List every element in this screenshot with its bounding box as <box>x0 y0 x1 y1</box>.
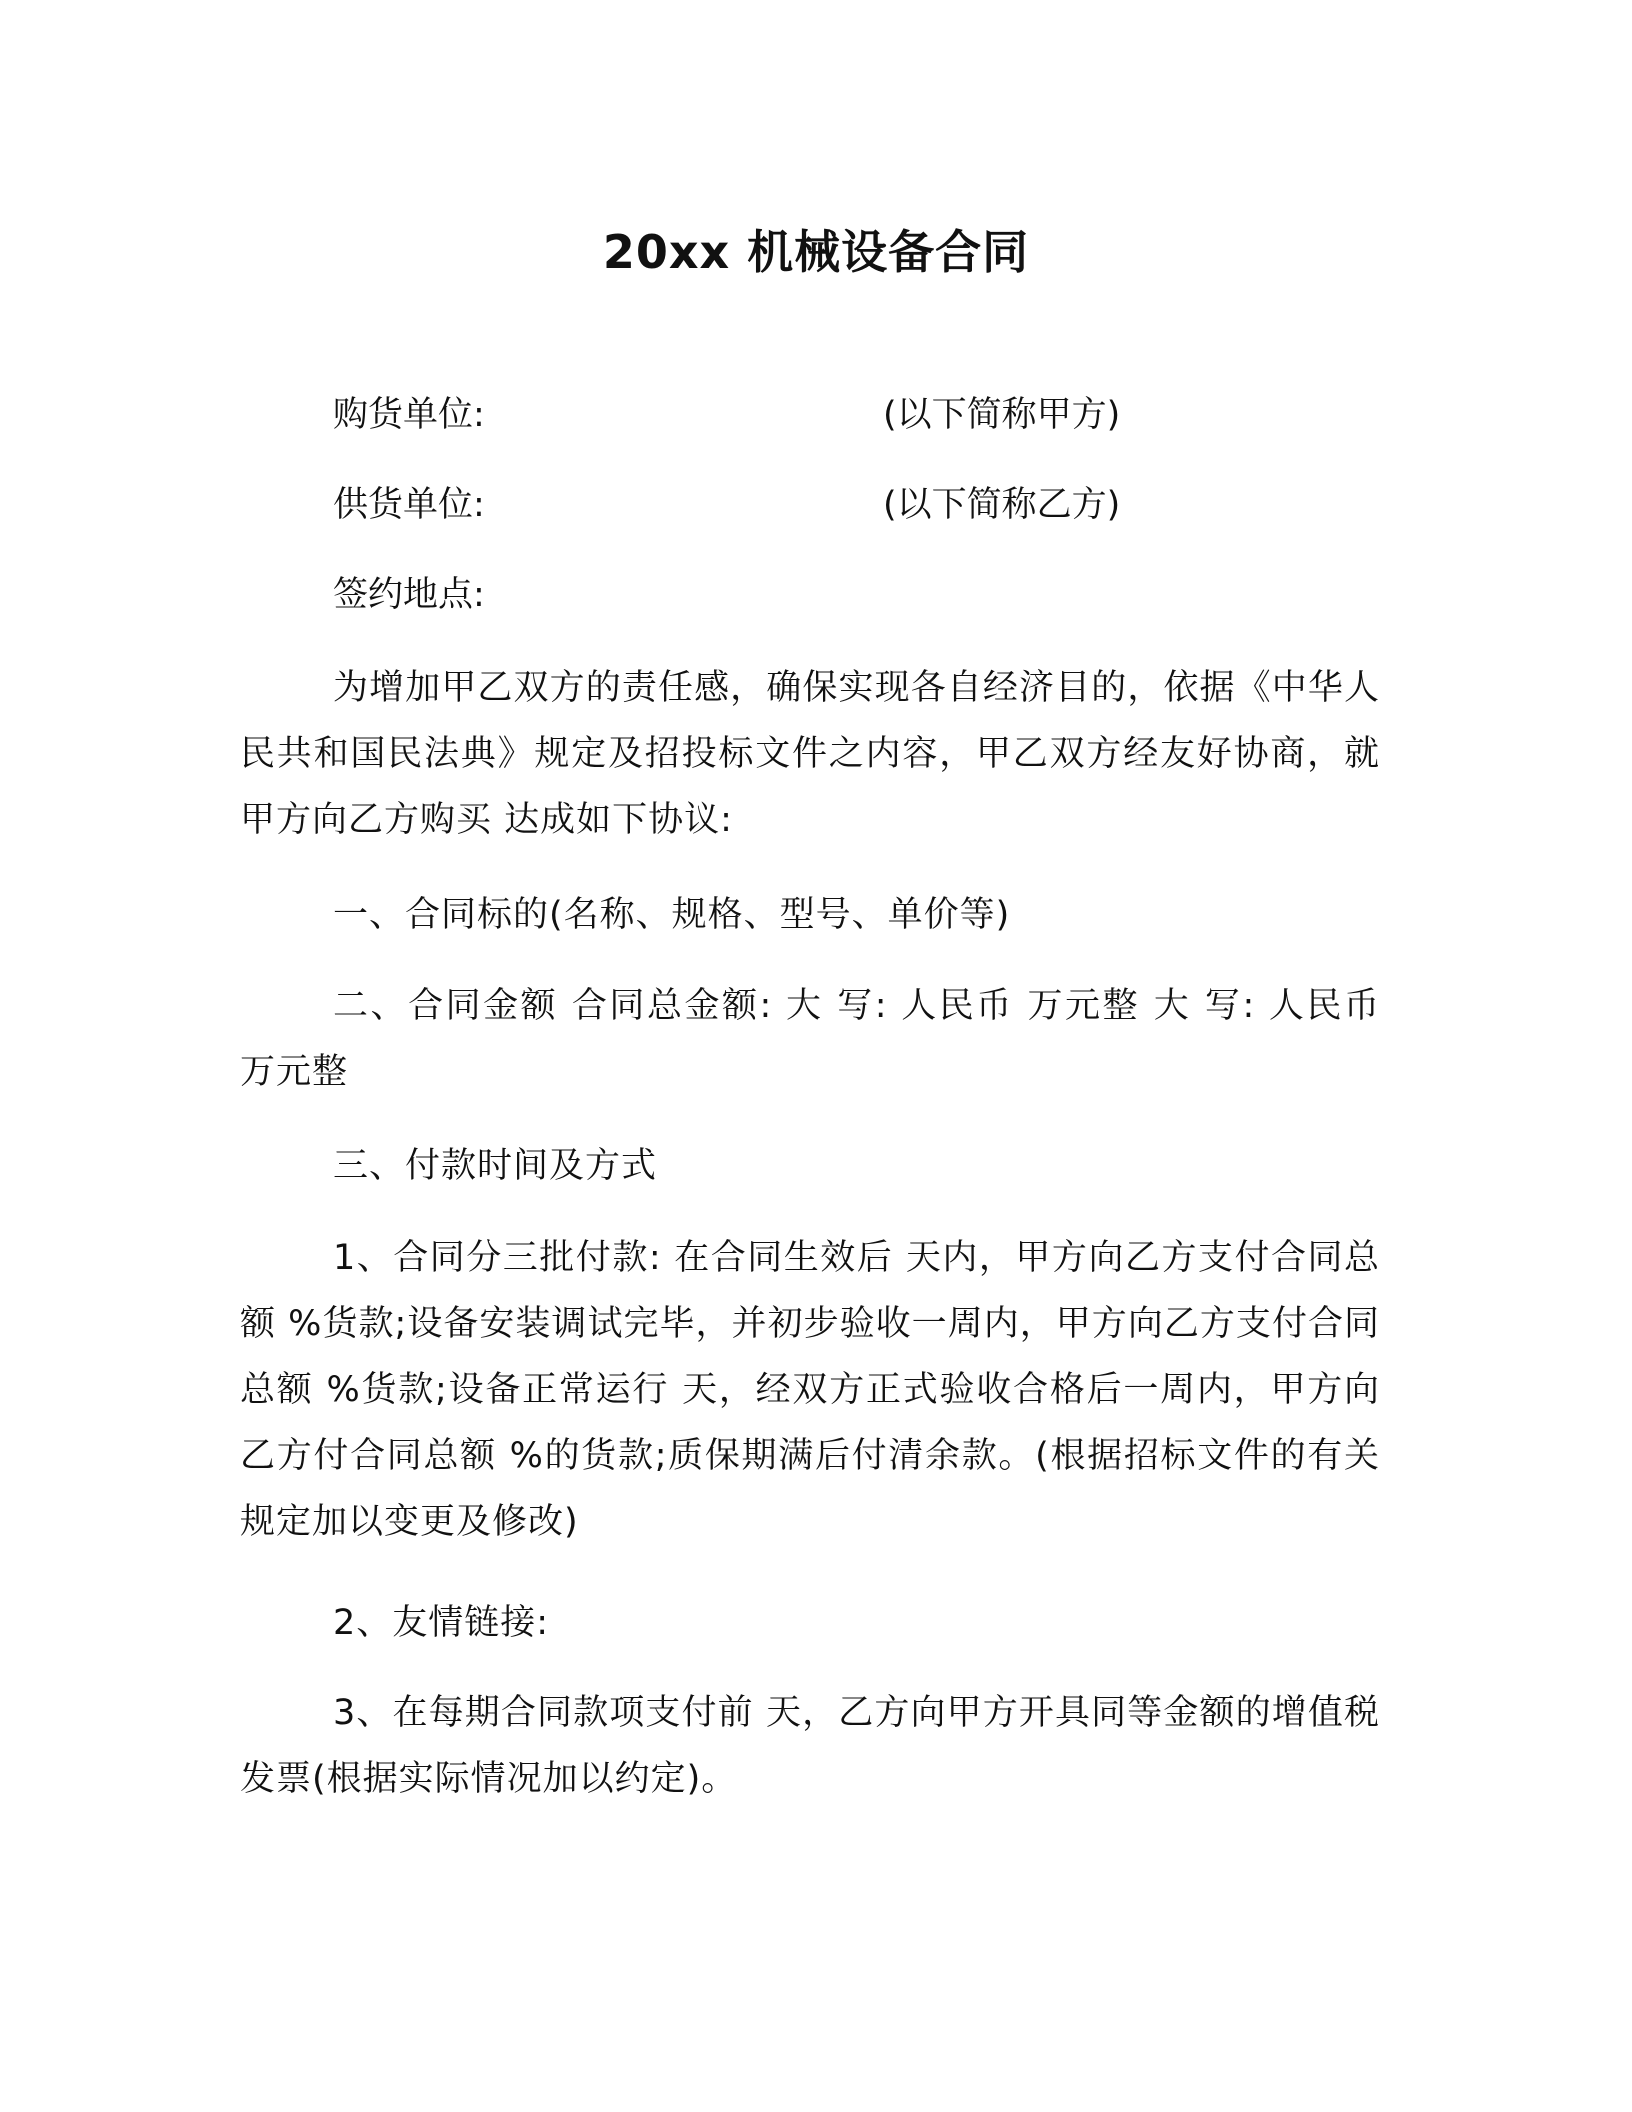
clause-3-paragraph: 3、在每期合同款项支付前 天，乙方向甲方开具同等金额的增值税发票(根据实际情况加以约定)。 <box>240 1693 1380 1799</box>
supplier-field <box>333 480 1121 530</box>
buyer-label: 购货单位: <box>333 395 485 435</box>
signing-place-label: 签约地点: <box>333 575 485 615</box>
supplier-note: (以下简称乙方) <box>883 485 1121 525</box>
clause-1-paragraph: 1、合同分三批付款: 在合同生效后 天内，甲方向乙方支付合同总额 %货款;设备安装调试完毕，并初步验收一周内，甲方向乙方支付合同总额 %货款;设备正常运行 天，经双方正式验收合格后一周内，甲方向乙方付合同总额 %的货款;质保期满后付清余款。(根据招标文件的有关规定加以变更及修改) <box>240 1238 1380 1542</box>
section-2-paragraph: 二、合同金额 合同总金额: 大 写: 人民币 万元整 大 写: 人民币 万元整 <box>240 986 1380 1092</box>
buyer-field <box>333 390 1121 440</box>
clause-2-paragraph: 2、友情链接: <box>333 1603 550 1643</box>
signing-place-field <box>333 570 485 620</box>
buyer-note: (以下简称甲方) <box>883 395 1121 435</box>
section-3-heading: 三、付款时间及方式 <box>333 1146 658 1186</box>
section-1-heading: 一、合同标的(名称、规格、型号、单价等) <box>333 895 1011 935</box>
document-title: 20xx 机械设备合同 <box>602 225 1030 279</box>
intro-paragraph: 为增加甲乙双方的责任感，确保实现各自经济目的，依据《中华人民共和国民法典》规定及招投标文件之内容，甲乙双方经友好协商，就甲方向乙方购买 达成如下协议: <box>240 668 1380 840</box>
supplier-label: 供货单位: <box>333 485 485 525</box>
